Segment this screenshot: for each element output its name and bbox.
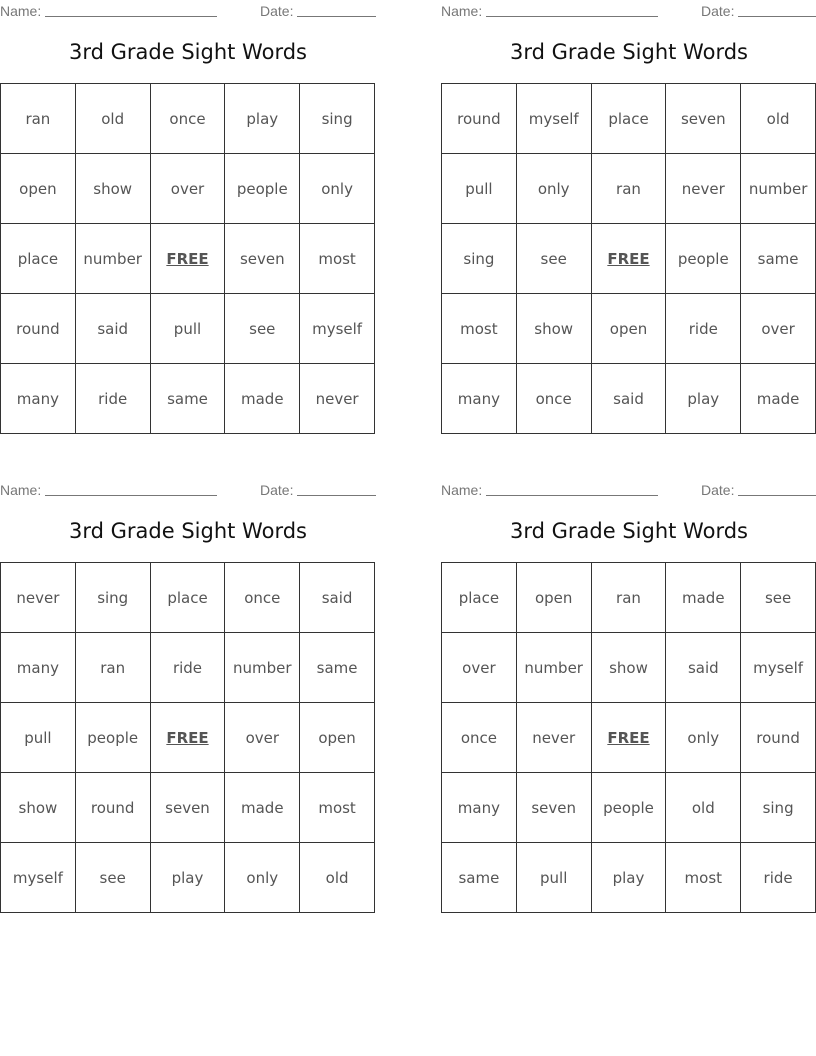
word-cell[interactable]: open	[300, 703, 375, 773]
word-cell[interactable]: show	[591, 633, 666, 703]
word-cell[interactable]: never	[666, 154, 741, 224]
word-cell[interactable]: people	[666, 224, 741, 294]
word-cell[interactable]: round	[75, 773, 150, 843]
name-label: Name:	[0, 482, 42, 498]
word-cell[interactable]: round	[741, 703, 816, 773]
date-field[interactable]	[738, 16, 816, 17]
word-cell[interactable]: see	[225, 294, 300, 364]
word-cell[interactable]: round	[442, 84, 517, 154]
word-cell[interactable]: myself	[300, 294, 375, 364]
grid-row	[1, 773, 375, 843]
word-cell[interactable]: only	[666, 703, 741, 773]
word-cell[interactable]: play	[591, 843, 666, 913]
word-cell[interactable]: never	[300, 364, 375, 434]
word-cell[interactable]: seven	[150, 773, 225, 843]
word-cell[interactable]: number	[741, 154, 816, 224]
word-cell[interactable]: same	[442, 843, 517, 913]
date-field[interactable]	[297, 16, 376, 17]
word-cell[interactable]: open	[516, 563, 591, 633]
word-cell[interactable]: many	[1, 364, 76, 434]
card-title: 3rd Grade Sight Words	[69, 40, 307, 64]
word-cell[interactable]: old	[741, 84, 816, 154]
grid-row	[442, 84, 816, 154]
card-title: 3rd Grade Sight Words	[510, 519, 748, 543]
word-cell[interactable]: same	[300, 633, 375, 703]
bingo-card-3	[0, 479, 376, 919]
grid-row	[442, 843, 816, 913]
card-header	[441, 0, 816, 20]
grid-row	[442, 294, 816, 364]
word-cell[interactable]: myself	[741, 633, 816, 703]
word-cell[interactable]: same	[150, 364, 225, 434]
word-cell[interactable]: show	[1, 773, 76, 843]
word-cell[interactable]: only	[516, 154, 591, 224]
grid-row	[1, 154, 375, 224]
date-label: Date:	[701, 482, 735, 498]
word-cell[interactable]: said	[666, 633, 741, 703]
card-header	[441, 479, 816, 499]
date-label: Date:	[260, 3, 294, 19]
word-cell[interactable]: most	[300, 773, 375, 843]
word-cell[interactable]: seven	[516, 773, 591, 843]
word-cell[interactable]: round	[1, 294, 76, 364]
free-space[interactable]: FREE	[591, 224, 666, 294]
word-cell[interactable]: sing	[75, 563, 150, 633]
free-space[interactable]: FREE	[150, 224, 225, 294]
word-cell[interactable]: over	[741, 294, 816, 364]
word-cell[interactable]: ride	[150, 633, 225, 703]
word-cell[interactable]: people	[591, 773, 666, 843]
word-cell[interactable]: many	[442, 364, 517, 434]
bingo-card-4	[441, 479, 816, 919]
grid-row	[1, 703, 375, 773]
word-cell[interactable]: pull	[442, 154, 517, 224]
grid-row	[442, 563, 816, 633]
word-cell[interactable]: myself	[516, 84, 591, 154]
word-cell[interactable]: see	[75, 843, 150, 913]
grid-row	[1, 633, 375, 703]
name-field[interactable]	[486, 495, 658, 496]
name-field[interactable]	[486, 16, 658, 17]
grid-row	[442, 224, 816, 294]
bingo-card-1	[0, 0, 376, 440]
free-space[interactable]: FREE	[591, 703, 666, 773]
date-label: Date:	[260, 482, 294, 498]
grid-row	[442, 364, 816, 434]
word-cell[interactable]: only	[300, 154, 375, 224]
word-cell[interactable]: ride	[741, 843, 816, 913]
word-cell[interactable]: said	[300, 563, 375, 633]
grid-row	[1, 224, 375, 294]
word-cell[interactable]: over	[225, 703, 300, 773]
word-cell[interactable]: most	[442, 294, 517, 364]
word-cell[interactable]: myself	[1, 843, 76, 913]
word-cell[interactable]: made	[741, 364, 816, 434]
card-header	[0, 0, 376, 20]
word-cell[interactable]: ride	[75, 364, 150, 434]
word-cell[interactable]: play	[225, 84, 300, 154]
word-cell[interactable]: said	[591, 364, 666, 434]
word-cell[interactable]: most	[666, 843, 741, 913]
grid-row	[1, 563, 375, 633]
word-cell[interactable]: open	[591, 294, 666, 364]
name-field[interactable]	[45, 495, 217, 496]
word-cell[interactable]: pull	[150, 294, 225, 364]
word-cell[interactable]: ran	[75, 633, 150, 703]
word-cell[interactable]: many	[442, 773, 517, 843]
word-cell[interactable]: show	[75, 154, 150, 224]
grid-row	[1, 294, 375, 364]
card-title: 3rd Grade Sight Words	[510, 40, 748, 64]
word-cell[interactable]: pull	[516, 843, 591, 913]
word-cell[interactable]: said	[75, 294, 150, 364]
word-cell[interactable]: place	[442, 563, 517, 633]
word-cell[interactable]: made	[666, 563, 741, 633]
word-cell[interactable]: same	[741, 224, 816, 294]
word-cell[interactable]: people	[75, 703, 150, 773]
word-cell[interactable]: ran	[591, 154, 666, 224]
word-cell[interactable]: number	[225, 633, 300, 703]
word-cell[interactable]: made	[225, 364, 300, 434]
word-cell[interactable]: made	[225, 773, 300, 843]
free-space[interactable]: FREE	[150, 703, 225, 773]
grid-row	[1, 84, 375, 154]
bingo-grid	[441, 562, 816, 913]
word-cell[interactable]: pull	[1, 703, 76, 773]
word-cell[interactable]: number	[516, 633, 591, 703]
word-cell[interactable]: place	[1, 224, 76, 294]
grid-row	[442, 703, 816, 773]
name-field[interactable]	[45, 16, 217, 17]
word-cell[interactable]: sing	[442, 224, 517, 294]
word-cell[interactable]: place	[150, 563, 225, 633]
date-field[interactable]	[297, 495, 376, 496]
word-cell[interactable]: see	[516, 224, 591, 294]
word-cell[interactable]: ride	[666, 294, 741, 364]
word-cell[interactable]: old	[666, 773, 741, 843]
word-cell[interactable]: many	[1, 633, 76, 703]
date-label: Date:	[701, 3, 735, 19]
bingo-card-2	[441, 0, 816, 440]
word-cell[interactable]: once	[516, 364, 591, 434]
word-cell[interactable]: once	[442, 703, 517, 773]
grid-row	[442, 633, 816, 703]
word-cell[interactable]: never	[1, 563, 76, 633]
grid-row	[1, 364, 375, 434]
word-cell[interactable]: people	[225, 154, 300, 224]
word-cell[interactable]: old	[75, 84, 150, 154]
date-field[interactable]	[738, 495, 816, 496]
word-cell[interactable]: most	[300, 224, 375, 294]
word-cell[interactable]: number	[75, 224, 150, 294]
word-cell[interactable]: sing	[741, 773, 816, 843]
word-cell[interactable]: once	[225, 563, 300, 633]
name-label: Name:	[441, 3, 483, 19]
word-cell[interactable]: ran	[1, 84, 76, 154]
name-label: Name:	[441, 482, 483, 498]
word-cell[interactable]: play	[666, 364, 741, 434]
grid-row	[442, 154, 816, 224]
word-cell[interactable]: open	[1, 154, 76, 224]
word-cell[interactable]: once	[150, 84, 225, 154]
card-title: 3rd Grade Sight Words	[69, 519, 307, 543]
name-label: Name:	[0, 3, 42, 19]
bingo-grid	[441, 83, 816, 434]
word-cell[interactable]: place	[591, 84, 666, 154]
word-cell[interactable]: see	[741, 563, 816, 633]
word-cell[interactable]: ran	[591, 563, 666, 633]
word-cell[interactable]: never	[516, 703, 591, 773]
word-cell[interactable]: sing	[300, 84, 375, 154]
word-cell[interactable]: show	[516, 294, 591, 364]
word-cell[interactable]: seven	[666, 84, 741, 154]
word-cell[interactable]: only	[225, 843, 300, 913]
word-cell[interactable]: play	[150, 843, 225, 913]
grid-row	[442, 773, 816, 843]
bingo-grid	[0, 562, 375, 913]
word-cell[interactable]: seven	[225, 224, 300, 294]
bingo-grid	[0, 83, 375, 434]
card-header	[0, 479, 376, 499]
word-cell[interactable]: old	[300, 843, 375, 913]
word-cell[interactable]: over	[442, 633, 517, 703]
grid-row	[1, 843, 375, 913]
word-cell[interactable]: over	[150, 154, 225, 224]
